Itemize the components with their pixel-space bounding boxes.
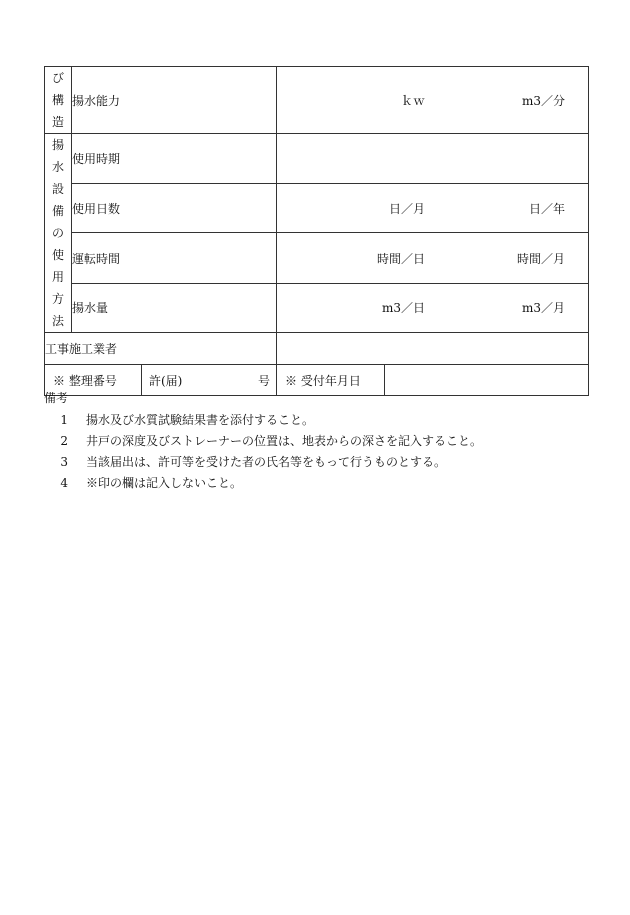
remark-text: 当該届出は、許可等を受けた者の氏名等をもって行うものとする。 <box>86 455 447 469</box>
pump-volume-value[interactable] <box>277 283 589 332</box>
ref-number-label: ※ 整理番号 <box>45 365 142 396</box>
hours-per-day-unit: 時間／日 <box>377 251 426 266</box>
pump-capacity-row <box>45 67 589 134</box>
usage-period-label: 使用時期 <box>72 134 277 184</box>
structure-side-label: び 構 造 <box>45 67 72 134</box>
remark-item <box>44 452 604 473</box>
well-form-table <box>44 66 589 396</box>
usage-period-row <box>45 134 589 184</box>
remark-item <box>44 473 604 494</box>
pump-capacity-label: 揚水能力 <box>72 67 277 134</box>
contractor-value[interactable] <box>277 333 589 365</box>
m3-per-day-unit: m3／日 <box>382 301 426 316</box>
remark-item <box>44 410 604 431</box>
remark-text: 井戸の深度及びストレーナーの位置は、地表からの深さを記入すること。 <box>86 434 483 448</box>
kw-unit: ｋｗ <box>401 93 426 108</box>
received-date-label: ※ 受付年月日 <box>277 365 385 396</box>
usage-days-value[interactable] <box>277 184 589 233</box>
usage-days-row <box>45 184 589 233</box>
run-time-row <box>45 233 589 283</box>
days-per-year-unit: 日／年 <box>529 201 566 216</box>
hours-per-month-unit: 時間／月 <box>517 251 566 266</box>
remark-text: 揚水及び水質試験結果書を添付すること。 <box>86 413 315 427</box>
m3-per-month-unit: m3／月 <box>522 301 566 316</box>
pump-capacity-value[interactable] <box>277 67 589 134</box>
remark-number: 3 <box>60 455 68 469</box>
remark-item <box>44 431 604 452</box>
permit-suffix: 号 <box>258 373 271 388</box>
m3-per-min-unit: m3／分 <box>522 93 566 108</box>
pump-volume-label: 揚水量 <box>72 283 277 332</box>
usage-days-label: 使用日数 <box>72 184 277 233</box>
contractor-row <box>45 333 589 365</box>
pump-volume-row <box>45 283 589 332</box>
usage-method-side-label: 揚 水 設 備 の 使 用 方 法 <box>45 134 72 333</box>
remark-number: 1 <box>60 413 68 427</box>
remark-text: ※印の欄は記入しないこと。 <box>86 476 243 490</box>
remarks-title: 備考 <box>44 391 69 405</box>
remark-number: 2 <box>60 434 68 448</box>
run-time-label: 運転時間 <box>72 233 277 283</box>
permit-prefix: 許(届) <box>149 373 183 388</box>
usage-period-value[interactable] <box>277 134 589 184</box>
contractor-label: 工事施工業者 <box>45 333 277 365</box>
remarks-section <box>44 389 604 494</box>
run-time-value[interactable] <box>277 233 589 283</box>
remark-number: 4 <box>60 476 68 490</box>
days-per-month-unit: 日／月 <box>389 201 426 216</box>
